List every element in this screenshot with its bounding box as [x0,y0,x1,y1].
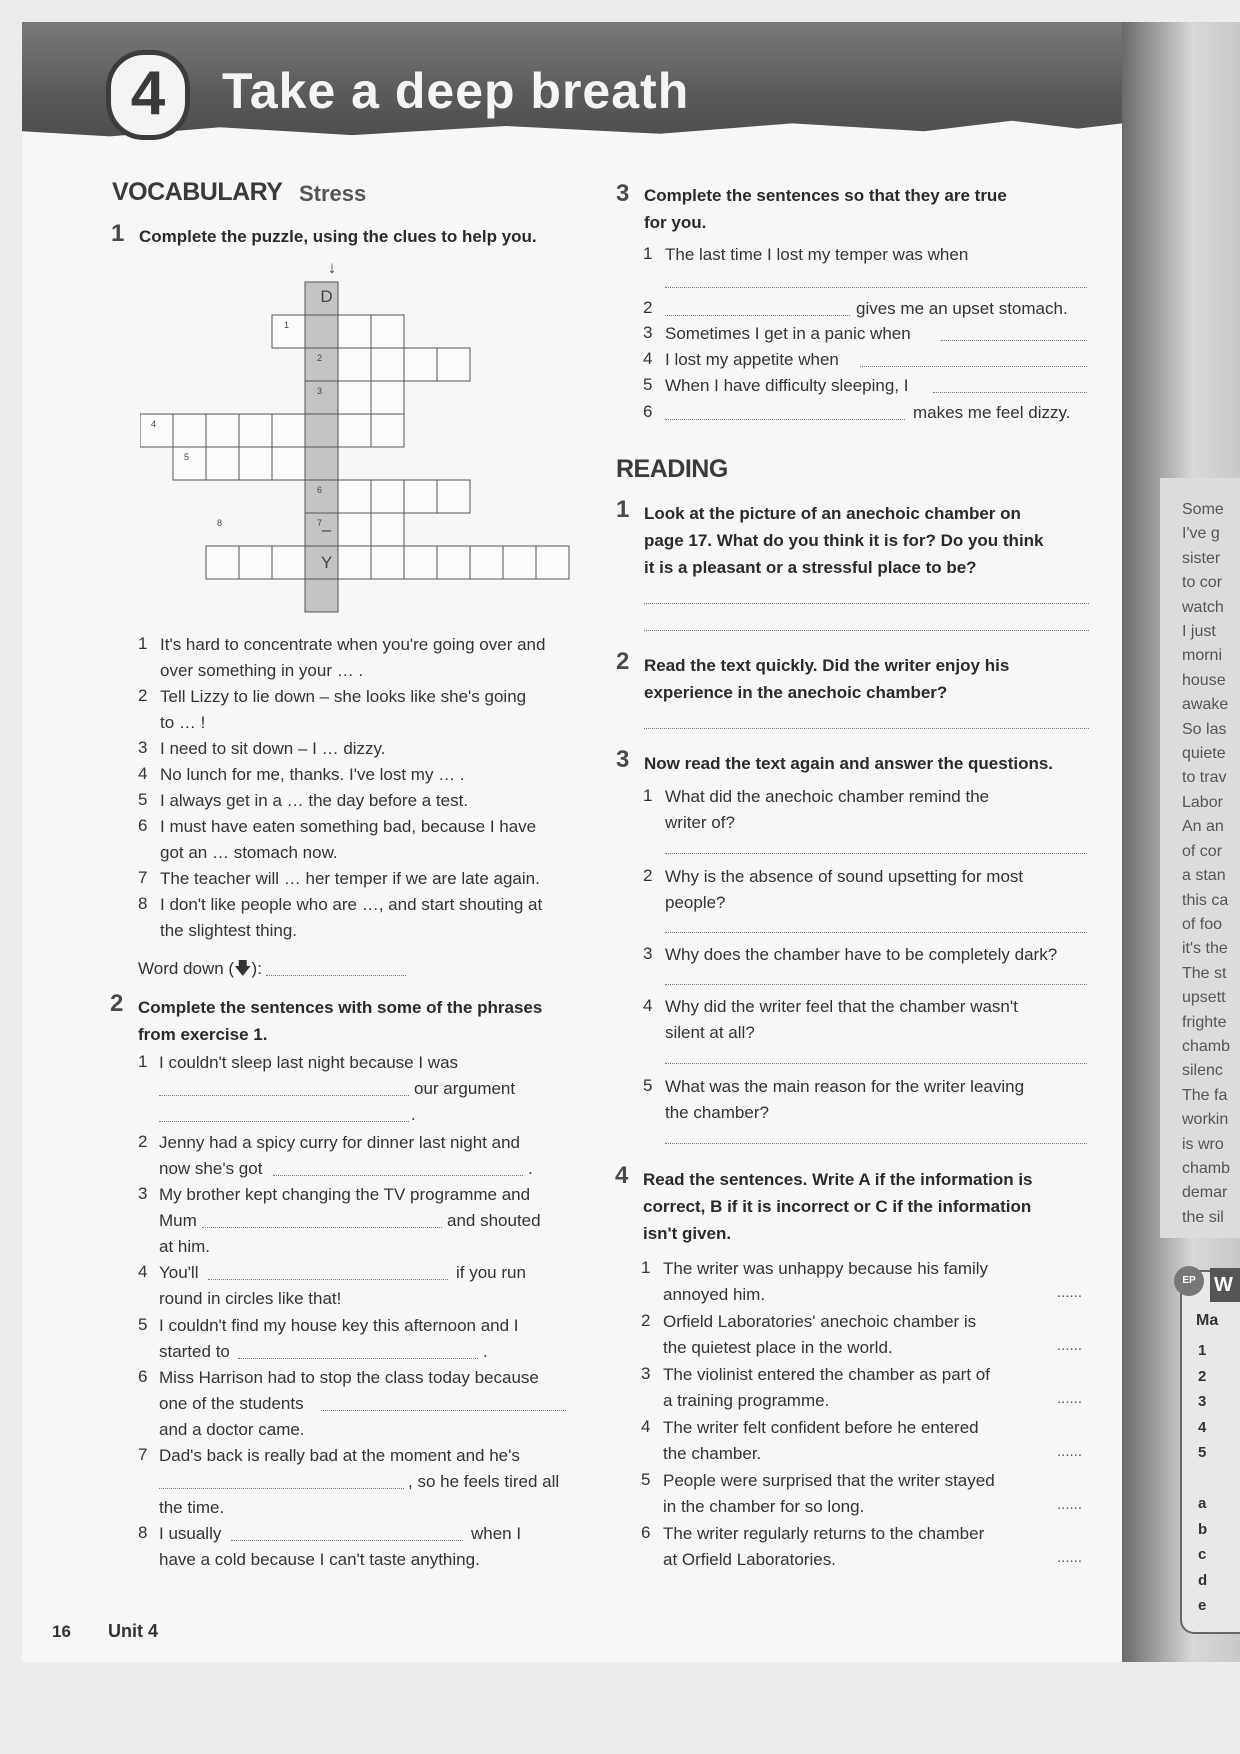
crossword-cell[interactable] [371,348,404,381]
crossword-cell[interactable] [206,546,239,579]
reading-questions: 1 What did the anechoic chamber remind the writer of? 2 Why is the absence of sound upsetting for most people? 3 Why does the chamber have to be completely dark? 4 Why did the writer feel that the chamber wasn't silent at all? 5 What was the main reason for the writer leaving the chamber? [643,784,1093,1154]
clue-item: 8 I don't like people who are …, and start shouting at the slightest thing. [138,894,543,940]
answer-blank[interactable] [202,1227,442,1228]
abc-items: 1 The writer was unhappy because his family annoyed him. ...... 2 Orfield Laboratories' anechoic chamber is the quietest place in the world. ...... 3 The violinist entered the chamber as part of a training programme. ...... 4 The writer felt confident before he entered the chamber. ...... 5 People were surprised that the writer stayed in the chamber for so long. ...... 6 The writer regularly returns to the chamber at Orfield Laboratories. ...... [641,1258,1083,1569]
exercise-instruction: Complete the sentences with some of the phrases [138,998,543,1017]
exercise-instruction: Look at the picture of an anechoic chamber on [644,504,1021,523]
exercise-instruction: Complete the puzzle, using the clues to help you. [139,227,537,246]
crossword-cell[interactable] [371,414,404,447]
crossword-cell[interactable] [371,315,404,348]
exercise-number: 1 [616,496,630,523]
answer-blank[interactable]: ...... [1057,1390,1083,1407]
answer-blank[interactable] [238,1358,478,1359]
clue-number: 3 [317,386,323,396]
crossword-cell[interactable] [437,348,470,381]
crossword-cell[interactable] [272,447,305,480]
crossword-cell[interactable] [239,546,272,579]
clue-number: 2 [317,353,323,363]
crossword-cell[interactable] [305,447,338,480]
crossword-cell[interactable] [239,414,272,447]
clue-item: 6 I must have eaten something bad, because I have got an … stomach now. [138,816,537,862]
exercise-instruction: Read the text quickly. Did the writer enjoy his [644,656,1010,675]
answer-blank[interactable] [644,630,1089,631]
answer-blank[interactable]: ...... [1057,1443,1083,1460]
crossword-cell[interactable] [404,348,437,381]
crossword-cell[interactable] [470,546,503,579]
answer-blank[interactable] [665,984,1087,985]
exercise-instruction: Complete the sentences so that they are true [644,186,1007,205]
crossword-cell[interactable] [305,414,338,447]
crossword-cell[interactable] [206,414,239,447]
crossword-cell[interactable] [173,414,206,447]
answer-blank[interactable] [208,1279,448,1280]
answer-blank[interactable] [665,853,1087,854]
crossword-cell[interactable] [371,513,404,546]
clue-item: 4 No lunch for me, thanks. I've lost my … . [138,764,465,784]
answer-blank[interactable] [665,932,1087,933]
clue-number: 1 [284,320,290,330]
word-down-label: Word down (🡇): [138,959,262,978]
answer-blank[interactable]: ...... [1057,1496,1083,1513]
exercise-number: 3 [616,746,630,773]
answer-blank[interactable] [273,1175,523,1176]
word-down-answer[interactable] [266,975,406,976]
answer-blank[interactable] [159,1095,409,1096]
exercise-instruction: correct, B if it is incorrect or C if the information [643,1197,1032,1216]
answer-blank[interactable] [644,728,1089,729]
crossword-cell[interactable] [272,546,305,579]
exercise-instruction: it is a pleasant or a stressful place to be? [644,558,977,577]
answer-blank[interactable] [860,366,1087,367]
answer-blank[interactable]: ...... [1057,1337,1083,1354]
exercise-instruction: Now read the text again and answer the questions. [644,754,1054,773]
exercise-instruction: isn't given. [643,1224,732,1243]
crossword-cell[interactable] [371,381,404,414]
crossword-cell[interactable] [206,447,239,480]
clue-item: 5 I always get in a … the day before a test. [138,790,469,810]
crossword-cell[interactable] [239,447,272,480]
exercise-instruction: page 17. What do you think it is for? Do you think [644,531,1044,550]
exercise-number: 3 [616,180,630,207]
footer-unit-label: Unit 4 [108,1621,159,1641]
clue-item: 1 It's hard to concentrate when you're going over and over something in your … . [138,634,546,680]
puzzle-letter-y: Y [320,553,333,572]
crossword-grid [140,258,580,618]
exercise-number: 2 [110,990,124,1017]
crossword-cell[interactable] [338,315,371,348]
clue-number: 7 [317,518,323,528]
ex2-items: 1 I couldn't sleep last night because I was our argument . 2 Jenny had a spicy curry for dinner last night and now she's got . 3 My brother kept changing the TV programme and Mum and shouted at him. 4 You'll if you run round in circles like that! 5 I couldn't find my house key this afternoon and I started to . 6 Miss Harrison had to stop the class today because one of the students and a doctor came. 7 Dad's back is really bad at the moment and he's , so he feels tired all the time. 8 I usually when I have a cold because I can't taste anything. [138,1052,598,1592]
crossword-cell[interactable] [140,414,173,447]
crossword-cell[interactable] [305,315,338,348]
crossword-cell[interactable] [437,546,470,579]
crossword-cell[interactable] [437,480,470,513]
exercise-number: 1 [111,220,125,247]
crossword-cell[interactable] [503,546,536,579]
next-page-box-rows: 1 2 3 4 5 a b c d e [1198,1342,1208,1614]
clue-list [138,634,598,946]
crossword-cell[interactable] [338,414,371,447]
answer-blank[interactable] [159,1488,404,1489]
next-page-text: Some I've g sister to cor watch I just morni house awake So las quiete to trav Labor An an of cor a stan this ca of foo it's the The st upsett frighte chamb silenc The fa workin is wro chamb demar the sil [1182,501,1231,1226]
answer-blank[interactable] [644,603,1089,604]
crossword-cell[interactable] [404,480,437,513]
page-number: 16 [52,1622,71,1641]
clue-item: 3 I need to sit down – I … dizzy. [138,738,386,758]
crossword-cell[interactable] [272,414,305,447]
clue-item: 2 Tell Lizzy to lie down – she looks like she's going to … ! [138,686,527,732]
unit-title: Take a deep breath [222,63,690,119]
crossword-cell[interactable] [338,348,371,381]
next-page-box-title: W [1210,1268,1240,1302]
answer-blank[interactable] [159,1121,409,1122]
answer-blank[interactable] [665,287,1087,288]
unit-number-badge: 4 [106,50,190,140]
exercise-number: 2 [616,648,630,675]
clue-number: 4 [151,419,157,429]
clue-number: 8 [217,518,223,528]
exercise-instruction: Read the sentences. Write A if the information is [643,1170,1033,1189]
exercise-number: 4 [615,1162,629,1189]
reading-heading: READING [616,455,728,483]
next-page-box [1180,1270,1240,1634]
crossword-cell[interactable] [173,447,206,480]
answer-blank[interactable] [231,1540,463,1541]
answer-blank[interactable] [665,419,905,420]
answer-blank[interactable] [321,1410,566,1411]
answer-blank[interactable] [665,1063,1087,1064]
down-arrow-icon: ↓ [327,258,337,277]
answer-blank[interactable] [665,315,850,316]
answer-blank[interactable] [933,392,1087,393]
crossword-cell[interactable] [371,480,404,513]
clue-item: 7 The teacher will … her temper if we are late again. [138,868,540,888]
puzzle-letter-d: D [320,287,333,306]
answer-blank[interactable]: ...... [1057,1549,1083,1566]
crossword-cell[interactable] [404,546,437,579]
crossword-puzzle [140,258,580,618]
crossword-cell[interactable] [536,546,569,579]
crossword-cell[interactable] [305,579,338,612]
puzzle-dash: – [321,520,332,539]
ep-badge: EP [1174,1266,1204,1296]
answer-blank[interactable]: ...... [1057,1284,1083,1301]
exercise-instruction: experience in the anechoic chamber? [644,683,948,702]
clue-number: 6 [317,485,323,495]
vocabulary-subheading: Stress [299,181,367,206]
crossword-cell[interactable] [338,480,371,513]
next-page-text-panel [1160,478,1240,1238]
clue-number: 5 [184,452,190,462]
exercise-instruction: from exercise 1. [138,1025,268,1044]
answer-blank[interactable] [665,1143,1087,1144]
exercise-instruction: for you. [644,213,707,232]
next-page-box-head: Ma [1196,1312,1219,1329]
answer-blank[interactable] [941,340,1087,341]
crossword-cell[interactable] [371,546,404,579]
crossword-cell[interactable] [338,381,371,414]
vocabulary-heading: VOCABULARY [112,178,283,206]
ex3-items: 1 The last time I lost my temper was when 2 gives me an upset stomach. 3 Sometimes I get in a panic when 4 I lost my appetite when 5 When I have difficulty sleeping, I 6 makes me feel dizzy. [643,242,1093,432]
